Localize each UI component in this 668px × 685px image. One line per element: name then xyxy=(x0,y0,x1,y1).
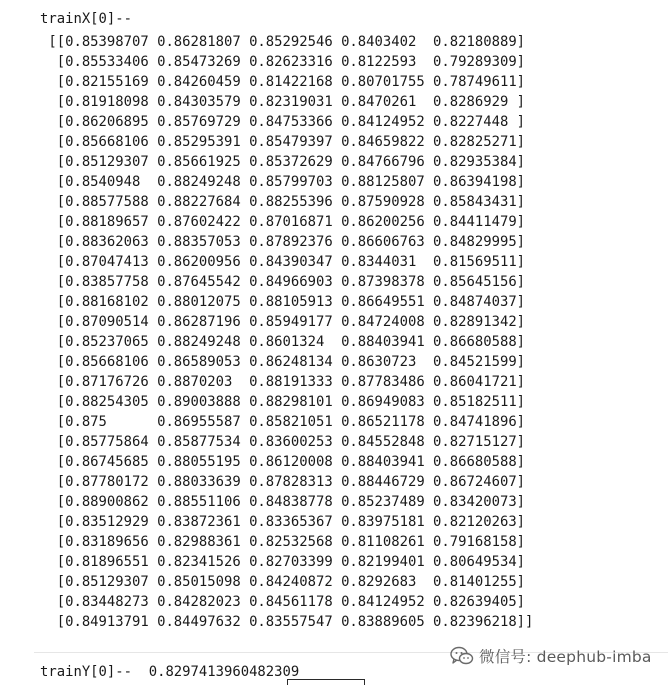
array-row: [0.83512929 0.83872361 0.83365367 0.83975181 0.82120263] xyxy=(40,514,526,530)
array-row: [0.87090514 0.86287196 0.85949177 0.84724008 0.82891342] xyxy=(40,314,526,330)
array-row: [0.85533406 0.85473269 0.82623316 0.8122593 0.79289309] xyxy=(40,54,526,70)
array-row: [0.85129307 0.85661925 0.85372629 0.84766796 0.82935384] xyxy=(40,154,526,170)
array-row: [0.84913791 0.84497632 0.83557547 0.83889605 0.82396218]] xyxy=(40,614,534,630)
array-row: [0.85237065 0.88249248 0.8601324 0.88403941 0.86680588] xyxy=(40,334,526,350)
array-row: [0.83189656 0.82988361 0.82532568 0.81108261 0.79168158] xyxy=(40,534,526,550)
array-row: [0.81918098 0.84303579 0.82319031 0.8470261 0.8286929 ] xyxy=(40,94,526,110)
array-row: [0.85775864 0.85877534 0.83600253 0.84552848 0.82715127] xyxy=(40,434,526,450)
array-row: [0.875 0.86955587 0.85821051 0.86521178 0.84741896] xyxy=(40,414,526,430)
watermark-text: 微信号: deephub-imba xyxy=(479,648,652,666)
cell-input-box xyxy=(287,679,365,685)
array-row: [0.83448273 0.84282023 0.84561178 0.84124952 0.82639405] xyxy=(40,594,526,610)
array-row: [0.85668106 0.86589053 0.86248134 0.8630723 0.84521599] xyxy=(40,354,526,370)
array-row: [0.88189657 0.87602422 0.87016871 0.86200256 0.84411479] xyxy=(40,214,526,230)
array-row: [0.88577588 0.88227684 0.88255396 0.87590928 0.85843431] xyxy=(40,194,526,210)
array-row: [0.83857758 0.87645542 0.84966903 0.87398378 0.85645156] xyxy=(40,274,526,290)
array-row: [0.8540948 0.88249248 0.85799703 0.88125807 0.86394198] xyxy=(40,174,526,190)
array-row: [0.87780172 0.88033639 0.87828313 0.88446729 0.86724607] xyxy=(40,474,526,490)
array-row: [0.88900862 0.88551106 0.84838778 0.85237489 0.83420073] xyxy=(40,494,526,510)
array-row: [0.86206895 0.85769729 0.84753366 0.84124952 0.8227448 ] xyxy=(40,114,526,130)
wechat-icon xyxy=(450,646,474,666)
array-row: [0.87047413 0.86200956 0.84390347 0.8344031 0.81569511] xyxy=(40,254,526,270)
array-row: [0.86745685 0.88055195 0.86120008 0.88403941 0.86680588] xyxy=(40,454,526,470)
array-row: [0.88362063 0.88357053 0.87892376 0.86606763 0.84829995] xyxy=(40,234,526,250)
array-row: [0.85668106 0.85295391 0.85479397 0.84659822 0.82825271] xyxy=(40,134,526,150)
array-row: [0.82155169 0.84260459 0.81422168 0.80701755 0.78749611] xyxy=(40,74,526,90)
trainx-header: trainX[0]-- xyxy=(40,11,132,27)
watermark xyxy=(450,644,652,668)
array-row: [0.88168102 0.88012075 0.88105913 0.86649551 0.84874037] xyxy=(40,294,526,310)
array-row: [0.85129307 0.85015098 0.84240872 0.8292683 0.81401255] xyxy=(40,574,526,590)
array-row: [0.81896551 0.82341526 0.82703399 0.82199401 0.80649534] xyxy=(40,554,526,570)
array-row: [[0.85398707 0.86281807 0.85292546 0.8403402 0.82180889] xyxy=(40,34,526,50)
array-row: [0.88254305 0.89003888 0.88298101 0.86949083 0.85182511] xyxy=(40,394,526,410)
array-row: [0.87176726 0.8870203 0.88191333 0.87783486 0.86041721] xyxy=(40,374,526,390)
trainy-line: trainY[0]-- 0.8297413960482309 xyxy=(40,664,300,680)
